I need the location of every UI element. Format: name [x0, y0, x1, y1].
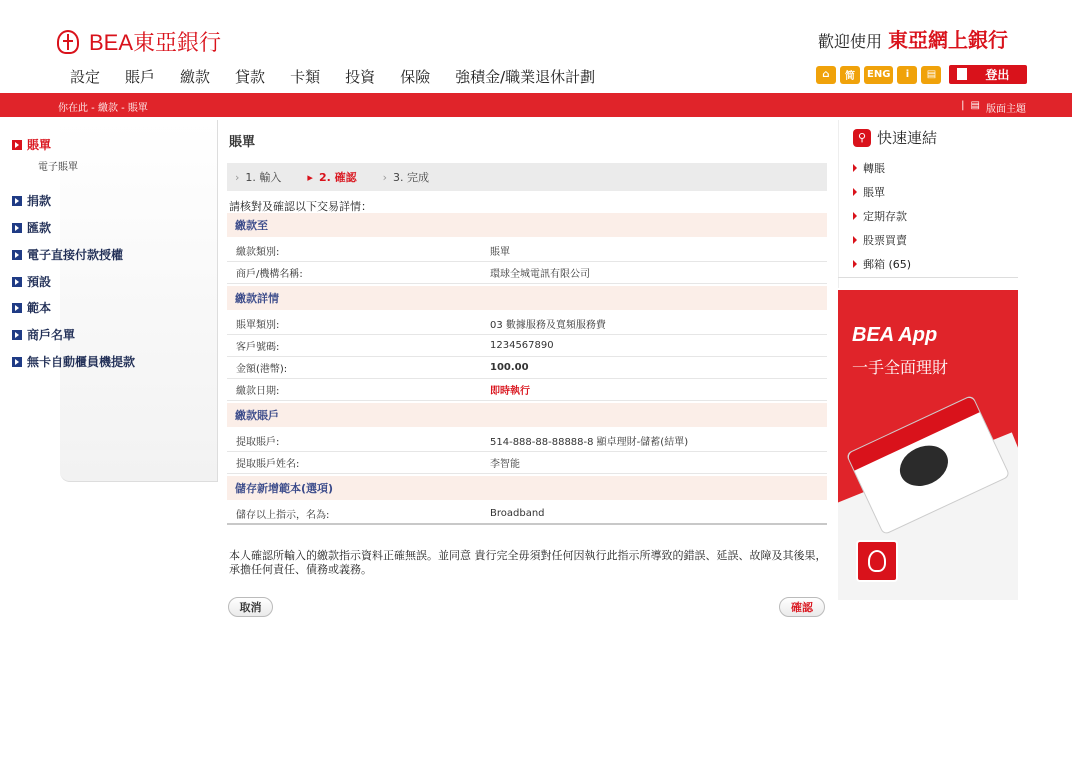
logout-button[interactable]: 登出 [949, 65, 1027, 84]
sidebar-item-label: 匯款 [27, 221, 52, 235]
bank-name: BEA東亞銀行 [89, 30, 222, 55]
sidebar-item-merchants[interactable] [12, 326, 75, 343]
toolbar [816, 65, 1027, 84]
sidebar-item-label: 捐款 [27, 194, 52, 208]
row-label: 繳款類別: [236, 247, 280, 258]
theme-label: 版面主題 [986, 104, 1026, 115]
sidebar-item-templates[interactable] [12, 299, 51, 316]
english-button[interactable]: ENG [864, 66, 893, 84]
sidebar-item-label: 範本 [27, 301, 52, 315]
sidebar-item-cardless-atm[interactable] [12, 353, 135, 370]
chevron-right-icon: › [382, 170, 388, 184]
bea-emblem-icon [57, 30, 79, 54]
row-label: 金額(港幣): [236, 364, 288, 375]
nav-payments[interactable]: 繳款 [180, 68, 211, 86]
bea-app-promo-banner[interactable] [838, 290, 1018, 600]
step-confirm [307, 169, 356, 185]
simplified-chinese-button[interactable]: 简 [840, 66, 860, 84]
row-label: 客戶號碼: [236, 342, 280, 353]
section-save-template: 儲存新增範本(選項) [227, 476, 827, 500]
sidebar [60, 120, 218, 482]
welcome-banner [818, 24, 1008, 53]
detail-row [227, 240, 827, 262]
arrow-box-icon [12, 140, 22, 150]
row-value: 李智能 [490, 459, 520, 470]
nav-insurance[interactable]: 保險 [400, 68, 431, 86]
step-label: 2. 確認 [318, 171, 357, 184]
detail-row [227, 357, 827, 379]
row-value: Broadband [490, 507, 545, 519]
theme-selector[interactable] [961, 100, 1026, 115]
breadcrumb-bar [0, 93, 1072, 117]
row-value: 環球全城電訊有限公司 [490, 269, 590, 280]
row-value: 514-888-88-88888-8 顯卓理財-儲蓄(結單) [490, 437, 689, 448]
quick-link-label: 轉賬 [863, 162, 885, 175]
sidebar-sub-ebill[interactable]: 電子賬單 [38, 162, 78, 173]
welcome-text: 歡迎使用 [817, 32, 882, 51]
step-complete [383, 169, 429, 185]
arrow-box-icon [12, 196, 22, 206]
quick-link-mailbox[interactable] [853, 256, 911, 272]
progress-steps [227, 163, 827, 191]
sidebar-item-remittance[interactable] [12, 219, 51, 236]
quick-link-stocks[interactable] [853, 232, 907, 248]
row-label: 賬單類別: [236, 320, 280, 331]
main-nav [70, 66, 620, 87]
row-label: 提取賬戶: [236, 437, 280, 448]
triangle-right-icon [853, 164, 857, 172]
nav-loans[interactable]: 貸款 [235, 68, 266, 86]
triangle-right-icon [853, 188, 857, 196]
cancel-button[interactable]: 取消 [228, 597, 273, 617]
sidebar-item-bills[interactable] [12, 136, 51, 153]
arrow-box-icon [12, 277, 22, 287]
info-icon[interactable]: i [897, 66, 917, 84]
quick-link-transfer[interactable] [853, 160, 885, 176]
row-value: 賬單 [490, 247, 510, 258]
nav-settings[interactable]: 設定 [70, 68, 101, 86]
home-icon[interactable]: ⌂ [816, 66, 836, 84]
step-label: 1. 輸入 [245, 171, 282, 184]
detail-row [227, 379, 827, 401]
quick-link-label: 定期存款 [863, 210, 907, 223]
detail-row [227, 503, 827, 525]
sidebar-item-label: 預設 [27, 275, 52, 289]
detail-row [227, 313, 827, 335]
arrow-box-icon [12, 330, 22, 340]
row-value: 1234567890 [490, 340, 554, 351]
sidebar-item-label: 電子直接付款授權 [27, 248, 124, 262]
breadcrumb: 你在此 - 繳款 - 賬單 [58, 103, 148, 114]
quick-link-label: 郵箱 (65) [863, 258, 912, 271]
quick-links-title-text: 快速連結 [877, 129, 938, 147]
quick-links-panel [838, 120, 1018, 288]
detail-row [227, 262, 827, 284]
detail-row [227, 335, 827, 357]
section-payee: 繳款至 [227, 213, 827, 237]
nav-accounts[interactable]: 賬戶 [125, 68, 156, 86]
chevron-right-icon: › [235, 170, 240, 184]
service-name: 東亞網上銀行 [888, 28, 1008, 52]
row-label: 提取賬戶姓名: [236, 459, 300, 470]
quick-link-label: 股票買賣 [863, 234, 907, 247]
step-input [235, 169, 281, 185]
disclaimer-text: 本人確認所輸入的繳款指示資料正確無誤。並同意 貴行完全毋須對任何因執行此指示所導致的錯誤、延誤、故障及其後果，承擔任何責任、債務或義務。 [229, 549, 827, 576]
triangle-right-icon [853, 260, 857, 268]
quick-link-bills[interactable] [853, 184, 885, 200]
sidebar-item-preset[interactable] [12, 273, 51, 290]
triangle-right-icon: ▸ [307, 170, 313, 184]
confirm-button[interactable]: 確認 [779, 597, 825, 617]
page-title: 賬單 [229, 135, 256, 150]
section-debit-account: 繳款賬戶 [227, 403, 827, 427]
sidebar-item-label: 商戶名單 [27, 328, 76, 342]
arrow-box-icon [12, 250, 22, 260]
row-label: 商戶/機構名稱: [236, 269, 303, 280]
row-label: 儲存以上指示，名為: [236, 509, 330, 521]
detail-row [227, 430, 827, 452]
print-icon[interactable]: ▤ [921, 66, 941, 84]
step-label: 3. 完成 [393, 171, 430, 184]
link-icon: ⚲ [853, 129, 871, 147]
sidebar-item-label: 無卡自動櫃員機提款 [27, 355, 136, 369]
detail-row [227, 452, 827, 474]
nav-investment[interactable]: 投資 [345, 68, 376, 86]
sidebar-item-edda[interactable] [12, 246, 123, 263]
instruction-text: 請核對及確認以下交易詳情： [229, 200, 372, 213]
amount-value: 100.00 [490, 362, 529, 373]
sidebar-item-label: 賬單 [27, 138, 52, 152]
triangle-right-icon [853, 236, 857, 244]
arrow-box-icon [12, 303, 22, 313]
arrow-box-icon [12, 357, 22, 367]
payment-date-value: 即時執行 [490, 386, 530, 397]
arrow-box-icon [12, 223, 22, 233]
row-label: 繳款日期: [236, 386, 280, 397]
bea-app-icon [856, 540, 898, 582]
quick-links-title [853, 127, 937, 148]
promo-title: BEA App [852, 324, 938, 346]
theme-separator: | [961, 100, 965, 111]
nav-mpf[interactable]: 強積金/職業退休計劃 [455, 68, 596, 86]
theme-icon: ▤ [970, 100, 980, 111]
row-value: 03 數據服務及寬頻服務費 [490, 320, 606, 331]
section-payment-details: 繳款詳情 [227, 286, 827, 310]
bea-emblem-icon [868, 550, 886, 572]
triangle-right-icon [853, 212, 857, 220]
bea-logo[interactable] [57, 26, 221, 57]
nav-cards[interactable]: 卡類 [290, 68, 321, 86]
quick-link-label: 賬單 [863, 186, 885, 199]
quick-link-time-deposit[interactable] [853, 208, 907, 224]
sidebar-item-donation[interactable] [12, 192, 51, 209]
promo-subtitle: 一手全面理財 [852, 358, 949, 377]
divider [838, 277, 1018, 278]
